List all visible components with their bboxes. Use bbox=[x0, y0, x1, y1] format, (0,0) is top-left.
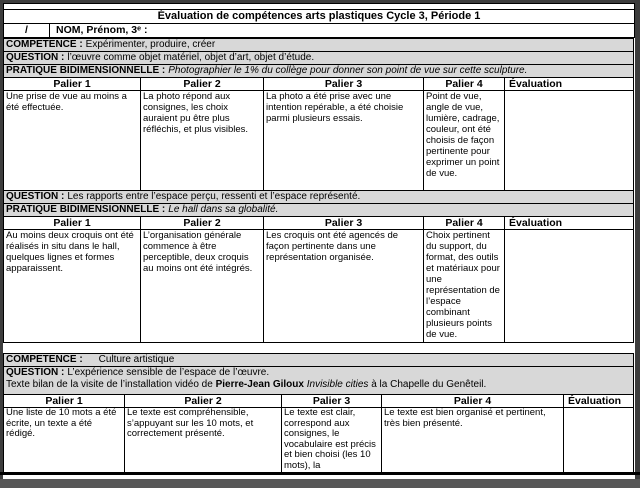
pratique-text-1 bbox=[4, 65, 634, 78]
criteria-palier1: Une prise de vue au moins a été effectuée. bbox=[4, 91, 141, 191]
palier3-header: Palier 3 bbox=[264, 78, 424, 91]
criteria-row-2 bbox=[4, 230, 634, 343]
pratique-band-1 bbox=[4, 65, 634, 78]
competence-text-2 bbox=[4, 354, 634, 367]
evaluation-header: Évaluation bbox=[505, 78, 634, 91]
bilan-suffix: à la Chapelle du Genêteil. bbox=[371, 379, 487, 390]
criteria-palier2: Le texte est compréhensible, s’appuyant sur les 10 mots, et correctement présenté. bbox=[125, 408, 282, 477]
competence-band-1 bbox=[4, 39, 634, 52]
criteria-palier4: Choix pertinent du support, du format, des outils et matériaux pour une représentation de l’espace combinant plusieurs points de vue. bbox=[424, 230, 505, 343]
question-value: l’œuvre comme objet matériel, objet d’art, objet d’étude. bbox=[67, 52, 315, 63]
palier2-header: Palier 2 bbox=[125, 395, 282, 408]
bilan-line bbox=[6, 379, 631, 391]
palier-header-row-1 bbox=[4, 78, 634, 91]
evaluation-header: Évaluation bbox=[564, 395, 634, 408]
question-text-1 bbox=[4, 52, 634, 65]
criteria-palier3: Les croquis ont été agencés de façon pertinente dans une représentation organisée. bbox=[264, 230, 424, 343]
palier2-header: Palier 2 bbox=[141, 217, 264, 230]
grade-slash-cell: / bbox=[4, 24, 50, 38]
question-text-2 bbox=[4, 191, 634, 204]
document-page bbox=[3, 3, 635, 476]
palier3-header: Palier 3 bbox=[264, 217, 424, 230]
competence-band-2 bbox=[4, 354, 634, 367]
question-label: QUESTION : bbox=[6, 52, 65, 63]
criteria-row-3 bbox=[4, 408, 634, 477]
palier4-header: Palier 4 bbox=[424, 217, 505, 230]
palier1-header: Palier 1 bbox=[4, 217, 141, 230]
pratique-label: PRATIQUE BIDIMENSIONNELLE : bbox=[6, 65, 166, 76]
page-title: Évaluation de compétences arts plastiques Cycle 3, Période 1 bbox=[4, 10, 635, 24]
question-text-3 bbox=[4, 367, 634, 395]
evaluation-cell bbox=[505, 230, 634, 343]
evaluation-grid bbox=[3, 3, 634, 476]
section-gap bbox=[3, 343, 634, 353]
question-line bbox=[6, 367, 631, 379]
bilan-prefix: Texte bilan de la visite de l’installation vidéo de bbox=[6, 379, 213, 390]
question-band-2 bbox=[4, 191, 634, 204]
palier4-header: Palier 4 bbox=[424, 78, 505, 91]
pratique-text-2 bbox=[4, 204, 634, 217]
question-label: QUESTION : bbox=[6, 191, 65, 202]
criteria-palier3: La photo a été prise avec une intention repérable, a été choisie parmi plusieurs essais. bbox=[264, 91, 424, 191]
competence-table-2 bbox=[3, 353, 634, 476]
pratique-value: Photographier le 1% du collège pour donner son point de vue sur cette sculpture. bbox=[168, 65, 528, 76]
palier2-header: Palier 2 bbox=[141, 78, 264, 91]
criteria-palier1: Une liste de 10 mots a été écrite, un texte a été rédigé. bbox=[4, 408, 125, 477]
competence-value: Expérimenter, produire, créer bbox=[85, 39, 216, 50]
window-bottom-bar bbox=[0, 479, 640, 488]
criteria-palier4: Le texte est bien organisé et pertinent, très bien présenté. bbox=[382, 408, 564, 477]
question-band-3 bbox=[4, 367, 634, 395]
pratique-value: Le hall dans sa globalité. bbox=[168, 204, 279, 215]
palier-header-row-2 bbox=[4, 217, 634, 230]
palier3-header: Palier 3 bbox=[282, 395, 382, 408]
criteria-palier3: Le texte est clair, correspond aux consignes, le vocabulaire est précis et bien choisi (les 10 mots), la bbox=[282, 408, 382, 477]
evaluation-cell bbox=[505, 91, 634, 191]
header-table bbox=[3, 3, 635, 38]
criteria-palier1: Au moins deux croquis ont été réalisés in situ dans le hall, quelques lignes et formes apparaissent. bbox=[4, 230, 141, 343]
pratique-band-2 bbox=[4, 204, 634, 217]
competence-text-1 bbox=[4, 39, 634, 52]
pratique-label: PRATIQUE BIDIMENSIONNELLE : bbox=[6, 204, 166, 215]
criteria-palier2: La photo répond aux consignes, les choix auraient pu être plus réfléchis, et plus visibles. bbox=[141, 91, 264, 191]
title-row bbox=[4, 10, 635, 24]
artist-name: Pierre-Jean Giloux bbox=[215, 379, 304, 390]
question-label: QUESTION : bbox=[6, 367, 65, 378]
palier4-header: Palier 4 bbox=[382, 395, 564, 408]
evaluation-header: Évaluation bbox=[505, 217, 634, 230]
competence-table-1 bbox=[3, 38, 634, 343]
criteria-palier4: Point de vue, angle de vue, lumière, cadrage, couleur, ont été choisis de façon pertinente pour exprimer un point de vue. bbox=[424, 91, 505, 191]
question-value: L’expérience sensible de l’espace de l’œuvre. bbox=[67, 367, 270, 378]
evaluation-cell bbox=[564, 408, 634, 477]
palier1-header: Palier 1 bbox=[4, 395, 125, 408]
question-value: Les rapports entre l’espace perçu, ressenti et l’espace représenté. bbox=[67, 191, 361, 202]
question-band-1 bbox=[4, 52, 634, 65]
competence-label: COMPETENCE : bbox=[6, 354, 83, 365]
palier1-header: Palier 1 bbox=[4, 78, 141, 91]
competence-label: COMPETENCE : bbox=[6, 39, 83, 50]
palier-header-row-3 bbox=[4, 395, 634, 408]
criteria-row-1 bbox=[4, 91, 634, 191]
competence-value: Culture artistique bbox=[98, 354, 175, 365]
artwork-title: Invisible cities bbox=[306, 379, 369, 390]
student-name-cell: NOM, Prénom, 3ᵉ : bbox=[50, 24, 635, 38]
criteria-palier2: L’organisation générale commence à être perceptible, deux croquis au moins ont été intégrés. bbox=[141, 230, 264, 343]
student-row bbox=[4, 24, 635, 38]
